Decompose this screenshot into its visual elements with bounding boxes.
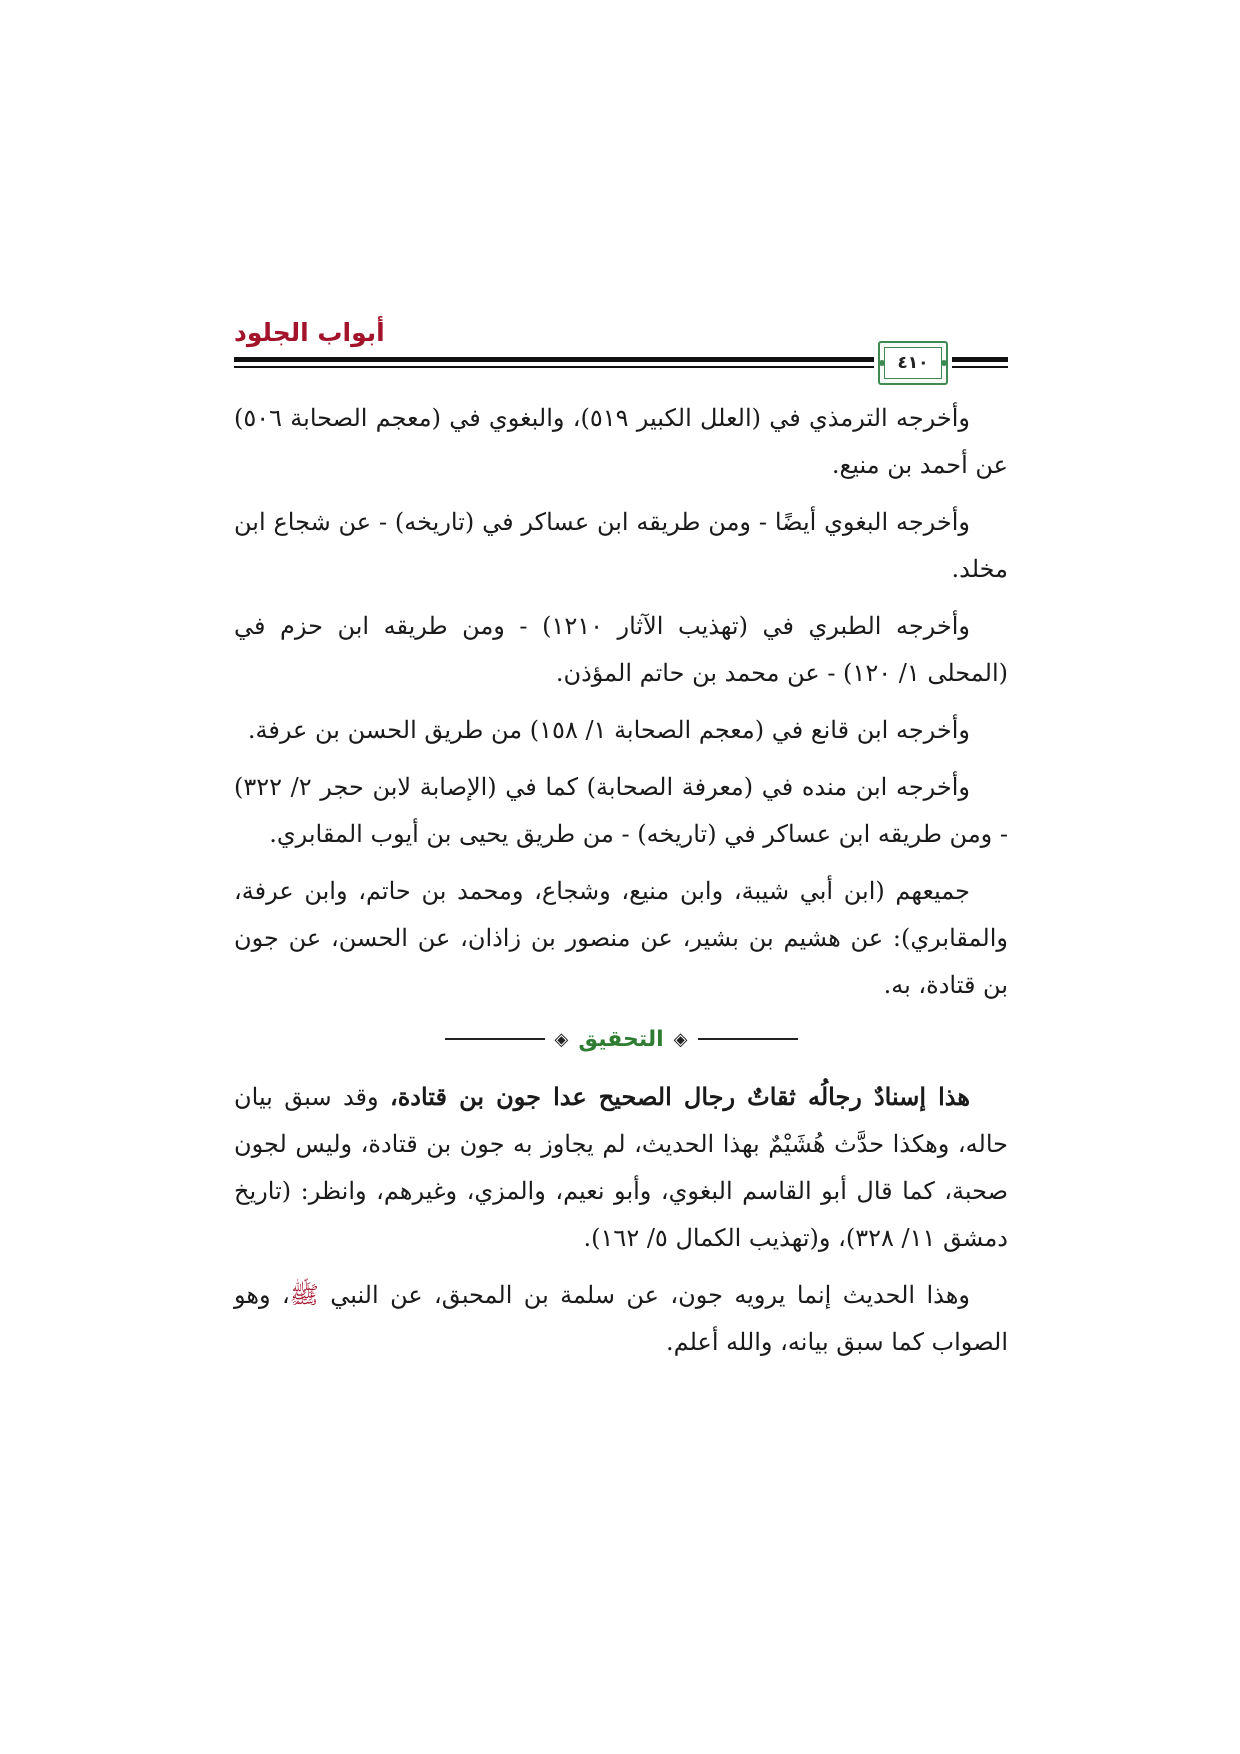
analysis-paragraph xyxy=(234,1073,1008,1262)
analysis-text: وقد سبق بيان حاله، وهكذا حدَّث هُشَيْمٌ بهذا الحديث، لم يجاوز به جون بن قتادة، وليس لجون صحبة، كما قال أبو القاسم البغوي، وأبو نعيم، والمزي، وغيرهم، وانظر: (تاريخ دمشق ١١/ ٣٢٨)، و(تهذيب الكمال ٥/ ١٦٢). xyxy=(234,1083,1008,1252)
section-divider xyxy=(234,1019,1008,1059)
paragraph: وأخرجه البغوي أيضًا - ومن طريقه ابن عساكر في (تاريخه) - عن شجاع ابن مخلد. xyxy=(234,508,1008,583)
header-rule-thick xyxy=(234,357,874,362)
analysis-text: وهذا الحديث إنما يرويه جون، عن سلمة بن المحبق، عن النبي xyxy=(318,1281,970,1309)
page-number-badge xyxy=(878,341,948,385)
salutation-mark: ﷺ xyxy=(289,1281,319,1309)
header-rule-thin xyxy=(234,366,874,368)
divider-line xyxy=(445,1038,545,1040)
section-title: التحقيق xyxy=(578,1026,664,1052)
running-header-title: أبواب الجلود xyxy=(234,318,385,347)
page-body xyxy=(234,395,1008,1376)
analysis-paragraph xyxy=(234,1272,1008,1366)
divider-line xyxy=(698,1038,798,1040)
analysis-text: ، وهو الصواب كما سبق بيانه، والله أعلم. xyxy=(234,1281,1008,1356)
paragraph: جميعهم (ابن أبي شيبة، وابن منيع، وشجاع، ومحمد بن حاتم، وابن عرفة، والمقابري): عن هشيم بن بشير، عن منصور بن زاذان، عن الحسن، عن جون بن قتادة، به. xyxy=(234,877,1008,999)
header-rule-thin-right xyxy=(952,366,1008,368)
page-number: ٤١٠ xyxy=(884,347,942,379)
bold-lead: هذا إسنادٌ رجالُه ثقاتٌ رجال الصحيح عدا جون بن قتادة، xyxy=(389,1082,970,1111)
paragraph: وأخرجه الطبري في (تهذيب الآثار ١٢١٠) - ومن طريقه ابن حزم في (المحلى ١/ ١٢٠) - عن محمد بن حاتم المؤذن. xyxy=(234,612,1008,687)
ornament-icon: ◈ xyxy=(554,1028,569,1050)
ornament-icon: ◈ xyxy=(673,1028,688,1050)
paragraph: وأخرجه الترمذي في (العلل الكبير ٥١٩)، والبغوي في (معجم الصحابة ٥٠٦) عن أحمد بن منيع. xyxy=(234,404,1008,479)
header-rule-thick-right xyxy=(952,357,1008,362)
paragraph: وأخرجه ابن قانع في (معجم الصحابة ١/ ١٥٨) من طريق الحسن بن عرفة. xyxy=(247,716,970,744)
paragraph: وأخرجه ابن منده في (معرفة الصحابة) كما في (الإصابة لابن حجر ٢/ ٣٢٢) - ومن طريقه ابن عساكر في (تاريخه) - من طريق يحيى بن أيوب المقابري. xyxy=(234,773,1008,848)
